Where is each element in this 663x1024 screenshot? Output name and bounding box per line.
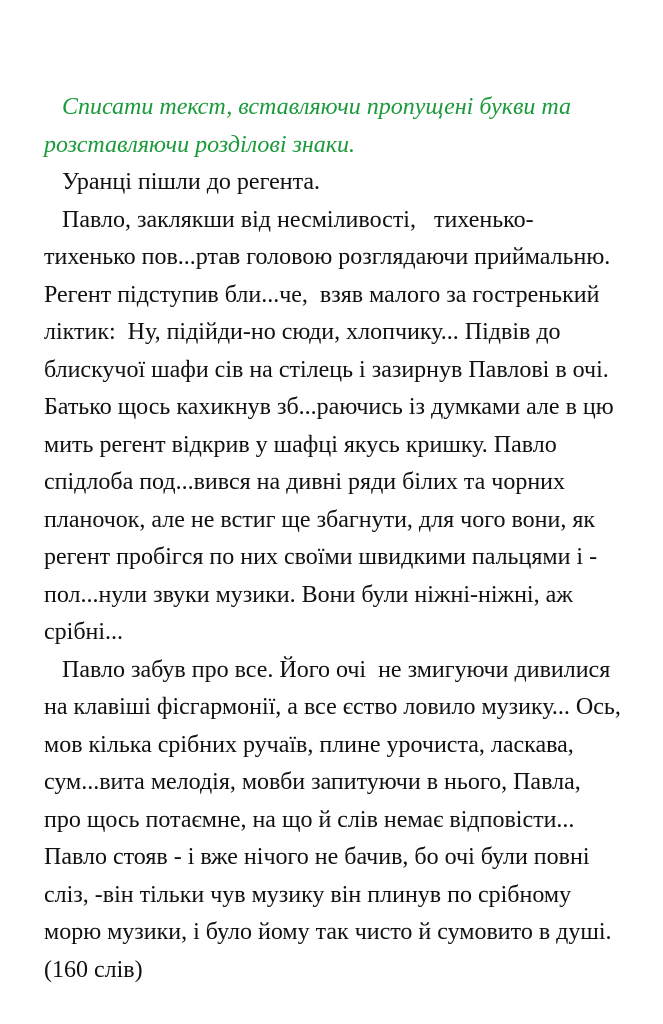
text-line: пол...нули звуки музики. Вони були ніжні-ніжні, аж <box>44 581 573 608</box>
text-line: тихенько пов...ртав головою розглядаючи приймальню. <box>44 244 611 270</box>
word-count: (160 слів) <box>44 956 143 983</box>
text-line: сліз, -він тільки чув музику він плинув по срібному <box>44 881 572 908</box>
task-line: розставляючи розділові знаки. <box>44 132 355 158</box>
text-line: Павло забув про все. Його очі не змигуючи дивилися <box>44 656 611 683</box>
text-line: про щось потаємне, на що й слів немає відповісти... <box>44 806 575 833</box>
task-line: Списати текст, вставляючи пропущені букви та <box>44 94 571 120</box>
text-line: срібні... <box>44 619 124 645</box>
text-line: Павло, заклякши від несміливості, тихенько- <box>44 206 534 233</box>
text-line: спідлоба под...вився на дивні ряди білих та чорних <box>44 469 566 495</box>
text-line: регент пробігся по них своїми швидкими пальцями і - <box>44 544 598 570</box>
text-line: ліктик: Ну, підійди-но сюди, хлопчику... Підвів до <box>44 319 561 345</box>
text-line: блискучої шафи сів на стілець і зазирнув Павлові в очі. <box>44 356 609 383</box>
text-line: Уранці пішли до регента. <box>44 169 321 195</box>
text-line: морю музики, і було йому так чисто й сумовито в душі. <box>44 919 612 945</box>
text-line: Павло стояв - і вже нічого не бачив, бо очі були повні <box>44 844 590 870</box>
text-line: планочок, але не встиг ще збагнути, для чого вони, як <box>44 506 596 533</box>
text-line: сум...вита мелодія, мовби запитуючи в нього, Павла, <box>44 769 581 795</box>
text-line: мов кілька срібних ручаїв, плине урочиста, ласкава, <box>44 731 574 758</box>
text-line: на клавіші фісгармонії, а все єство ловило музику... Ось, <box>44 694 621 720</box>
text-line: Батько щось кахикнув зб...раючись із думками але в цю <box>44 394 614 420</box>
dictation-text <box>44 164 663 989</box>
text-line: мить регент відкрив у шафці якусь кришку. Павло <box>44 431 557 458</box>
text-line: Регент підступив бли...че, взяв малого за гостренький <box>44 281 600 308</box>
task-instruction <box>44 88 644 164</box>
